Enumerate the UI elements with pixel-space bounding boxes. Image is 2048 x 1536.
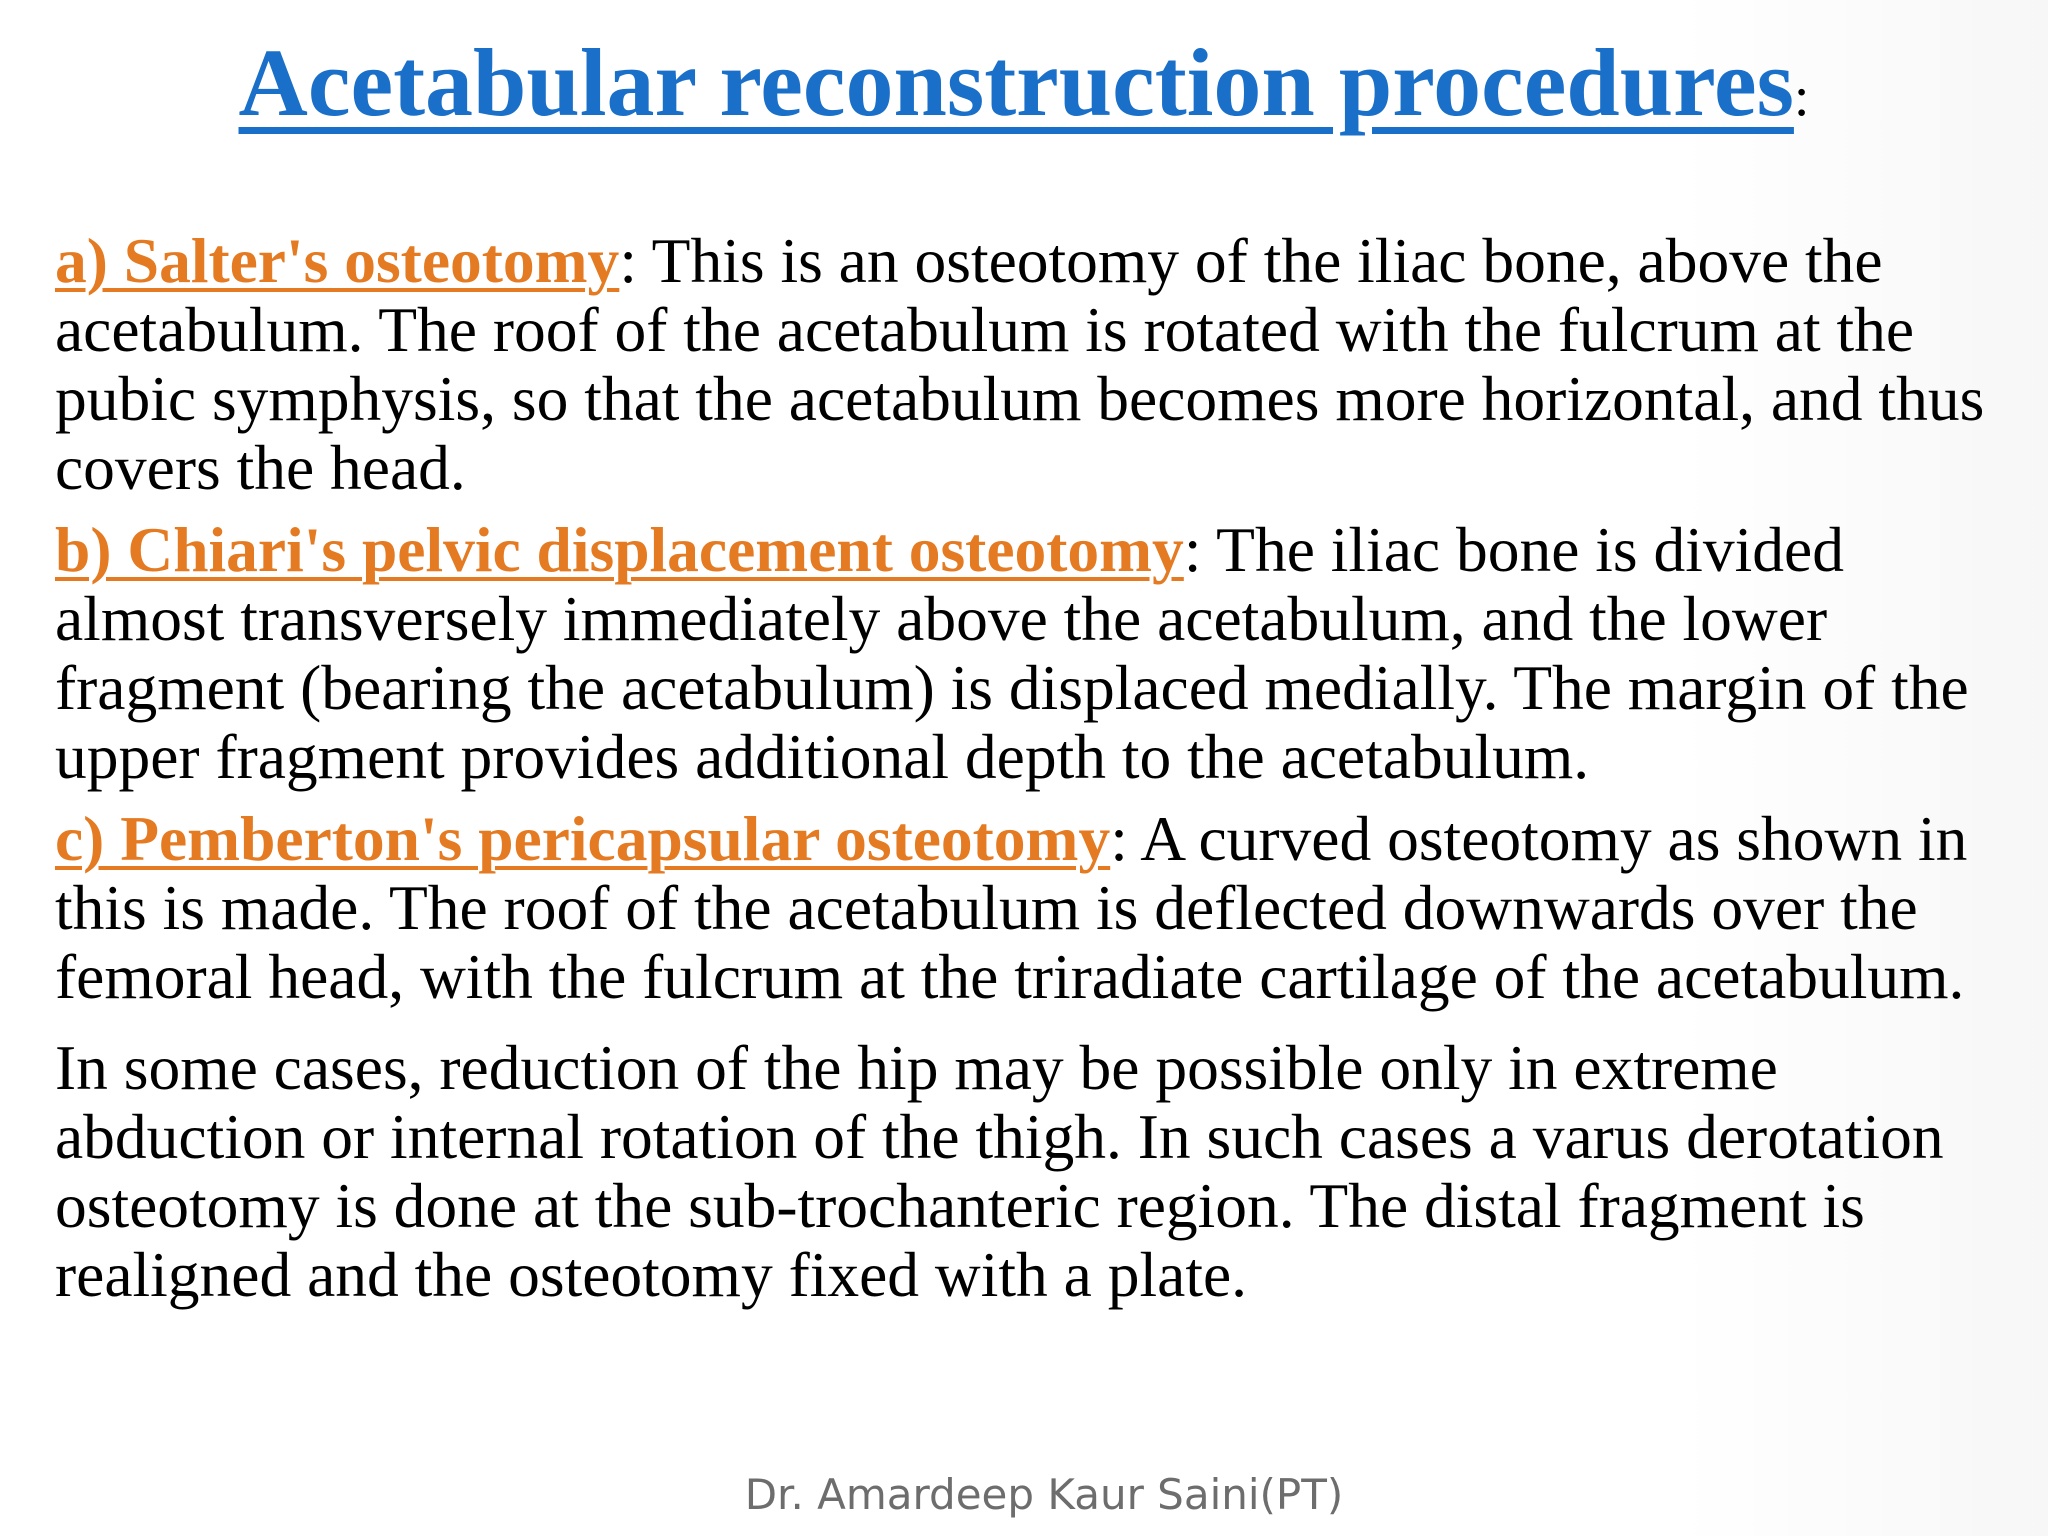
slide-title-text: Acetabular reconstruction procedures <box>238 29 1794 136</box>
slide-body <box>55 226 2015 1322</box>
procedure-item-salter <box>55 226 2015 502</box>
procedure-label: c) Pemberton's pericapsular osteotomy <box>55 803 1111 874</box>
procedure-description: : A curved osteotomy as shown in this is made. The roof of the acetabulum is deflected downwards over the femoral head, with the fulcrum at the triradiate cartilage of the acetabulum. <box>55 803 1968 1012</box>
slide-footer-author: Dr. Amardeep Kaur Saini(PT) <box>744 1470 1344 1519</box>
procedure-label: a) Salter's osteotomy <box>55 225 620 296</box>
procedure-description: : This is an osteotomy of the iliac bone, above the acetabulum. The roof of the acetabulum is rotated with the fulcrum at the pubic symphysis, so that the acetabulum becomes more horizontal, and thus covers the head. <box>55 225 1985 503</box>
procedure-label: b) Chiari's pelvic displacement osteotomy <box>55 514 1184 585</box>
slide-title-colon: : <box>1793 66 1810 128</box>
procedure-item-chiari <box>55 515 2015 791</box>
slide-title <box>0 28 2048 138</box>
procedure-description: : The iliac bone is divided almost transversely immediately above the acetabulum, and the lower fragment (bearing the acetabulum) is displaced medially. The margin of the upper fragment provides additional depth to the acetabulum. <box>55 514 1969 792</box>
procedure-item-pemberton <box>55 804 2015 1011</box>
closing-paragraph: In some cases, reduction of the hip may be possible only in extreme abduction or internal rotation of the thigh. In such cases a varus derotation osteotomy is done at the sub-trochanteric region. The distal fragment is realigned and the osteotomy fixed with a plate. <box>55 1032 1944 1310</box>
